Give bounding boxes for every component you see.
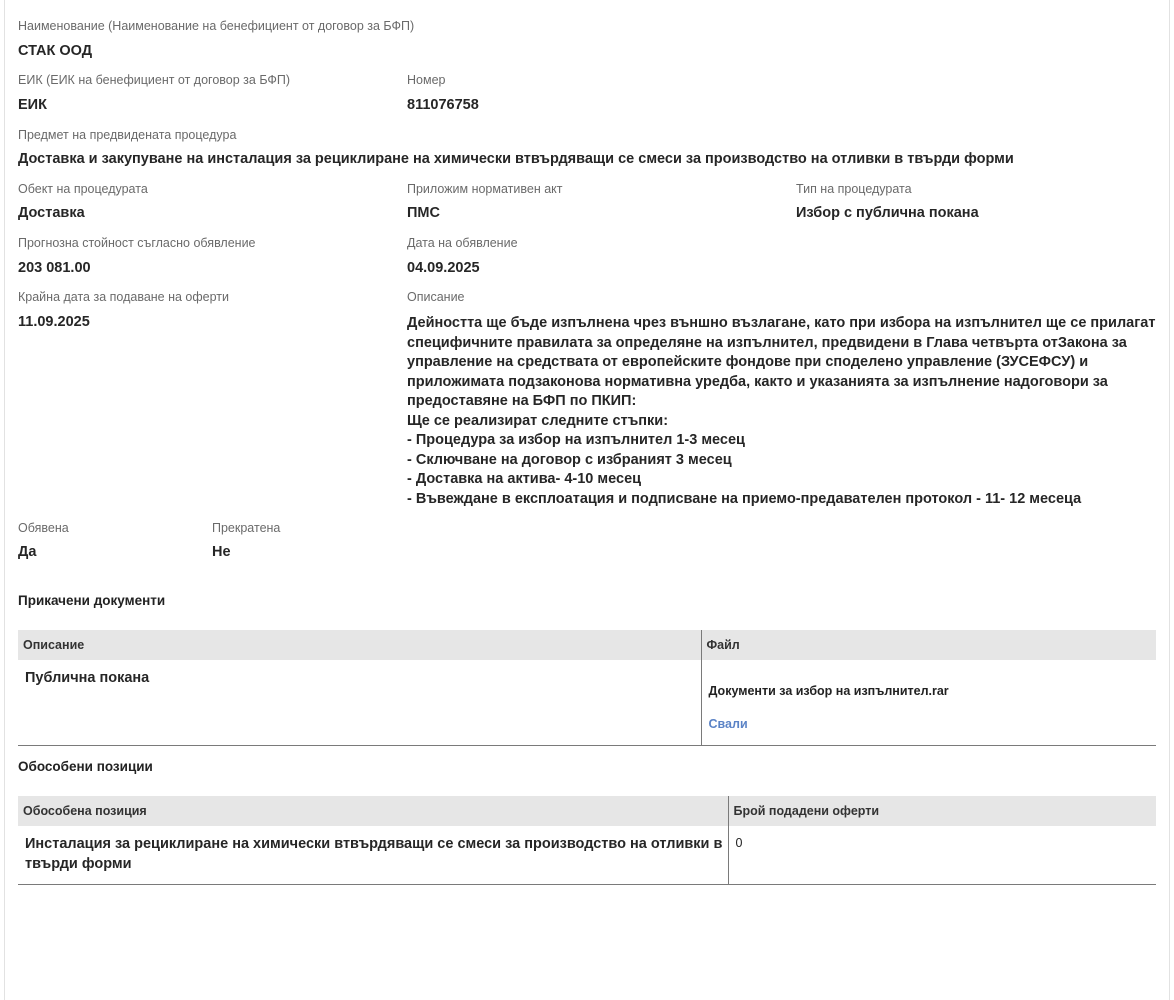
description-text	[407, 314, 1156, 509]
description-line: - Сключване на договор с избраният 3 месец	[407, 451, 732, 468]
description-line: приложимата подзаконова нормативна уредба, както и указанията за изпълнение надоговори за	[407, 373, 1108, 390]
description-line: - Процедура за избор на изпълнител 1-3 месец	[407, 432, 745, 448]
description-line: Ще се реализират следните стъпки:	[407, 412, 669, 429]
announce-date-label: Дата на обявление	[407, 236, 518, 250]
announced-value: Да	[18, 544, 37, 560]
download-link[interactable]: Свали	[708, 717, 748, 731]
object-label: Обект на процедурата	[18, 182, 148, 196]
procedure-type-value: Избор с публична покана	[796, 205, 979, 221]
description-line: - Доставка на актива- 4-10 месец	[407, 471, 642, 487]
description-line: управление на средствата от европейските фондове при споделено управление (ЗУСЕФСУ) и	[407, 354, 1089, 370]
terminated-value: Не	[212, 544, 231, 560]
attached-documents-title: Прикачени документи	[18, 593, 166, 608]
lot-position-line: твърди форми	[25, 856, 132, 872]
description-line: предоставяне на БФП по ПКИП:	[407, 393, 637, 409]
deadline-value: 11.09.2025	[18, 314, 90, 330]
lots-col-position: Обособена позиция	[18, 796, 728, 826]
description-line: Дейността ще бъде изпълнена чрез външно възлагане, като при избора на изпълнител ще се прилагат	[407, 315, 1156, 331]
documents-col-file: Файл	[701, 630, 1156, 660]
offers-count: 0	[735, 836, 743, 850]
lots-col-offers: Брой подадени оферти	[728, 796, 1156, 826]
number-label: Номер	[407, 73, 446, 87]
object-value: Доставка	[18, 205, 85, 221]
announce-date-value: 04.09.2025	[407, 260, 480, 276]
description-label: Описание	[407, 290, 465, 304]
terminated-label: Прекратена	[212, 521, 281, 535]
number-value: 811076758	[407, 97, 479, 113]
table-row	[18, 660, 1156, 746]
beneficiary-name-label: Наименование (Наименование на бенефициент от договор за БФП)	[18, 19, 415, 33]
documents-col-description: Описание	[18, 630, 701, 660]
subject-label: Предмет на предвидената процедура	[18, 128, 237, 142]
act-label: Приложим нормативен акт	[407, 182, 563, 196]
announced-label: Обявена	[18, 521, 69, 535]
description-line: - Въвеждане в експлоатация и подписване на приемо-предавателен протокол - 11- 12 месеца	[407, 490, 1082, 507]
lot-position-line: Инсталация за рециклиране на химически втвърдяващи се смеси за производство на отливки в	[25, 836, 723, 852]
estimated-value-label: Прогнозна стойност съгласно обявление	[18, 236, 256, 250]
procedure-type-label: Тип на процедурата	[796, 182, 912, 196]
beneficiary-name-value: СТАК ООД	[18, 43, 93, 59]
estimated-value: 203 081.00	[18, 260, 91, 276]
document-file-name: Документи за избор на изпълнител.rar	[708, 684, 949, 698]
deadline-label: Крайна дата за подаване на оферти	[18, 290, 230, 304]
lots-table	[18, 796, 1156, 885]
act-value: ПМС	[407, 205, 440, 221]
description-line: специфичните правилата за определяне на изпълнител, предвидени в Глава четвърта отЗакона за	[407, 334, 1127, 351]
beneficiary-eik-label: ЕИК (ЕИК на бенефициент от договор за БФП)	[18, 73, 291, 87]
documents-table	[18, 630, 1156, 746]
lots-title: Обособени позиции	[18, 759, 153, 774]
beneficiary-eik-value: ЕИК	[18, 97, 47, 113]
table-row	[18, 826, 1156, 885]
document-description: Публична покана	[25, 670, 150, 686]
subject-value: Доставка и закупуване на инсталация за рециклиране на химически втвърдяващи се смеси за производство на отливки в твърди форми	[18, 151, 1014, 167]
